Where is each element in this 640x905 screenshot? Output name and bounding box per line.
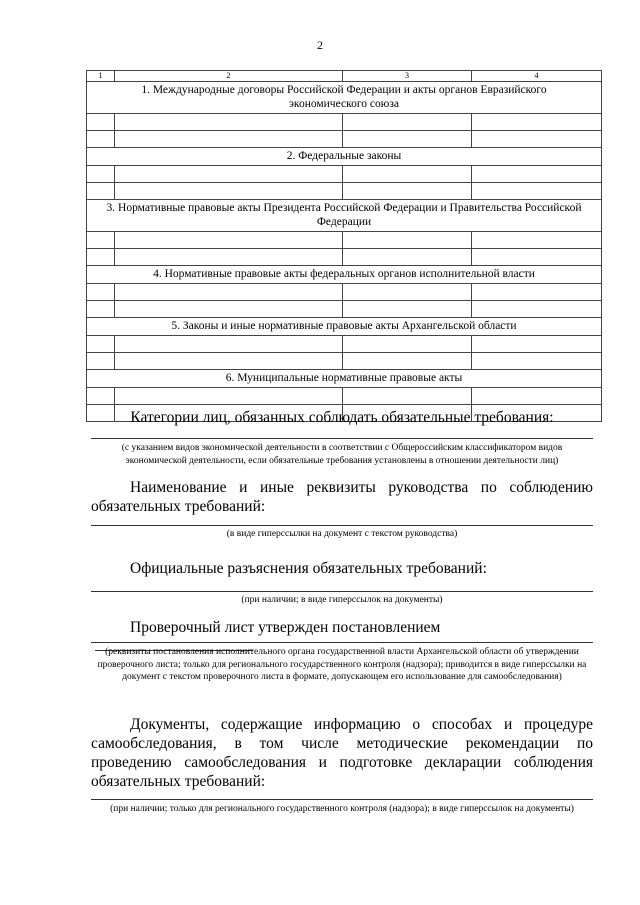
table-cell[interactable] (87, 388, 115, 405)
table-row (87, 336, 602, 353)
table-row (87, 232, 602, 249)
table-cell[interactable] (343, 388, 472, 405)
table-cell[interactable] (115, 166, 343, 183)
table-cell[interactable] (115, 336, 343, 353)
checklist-note: (реквизиты постановления исполнительного органа государственной власти Архангельской области об утверждении проверочного листа; только для регионального государственного контроля (надзора); приводится в виде гиперссылки на документ с текстом проверочного листа в формате, допускающем его использование для самообследования) (97, 647, 587, 682)
table-cell[interactable] (87, 183, 115, 200)
table-cell[interactable] (472, 249, 602, 266)
table-cell[interactable] (115, 114, 343, 131)
section-heading-cell (87, 370, 602, 388)
table-cell[interactable] (87, 301, 115, 318)
guidance-heading: Наименование и иные реквизиты руководства по соблюдению обязательных требований: (91, 479, 593, 515)
section-heading: 1. Международные договоры Российской Федерации и акты органов Евразийского экономического союза (141, 84, 547, 110)
categories-heading: Категории лиц, обязанных соблюдать обязательные требования: (130, 409, 554, 426)
table-cell[interactable] (472, 232, 602, 249)
column-number: 2 (115, 71, 343, 82)
table-cell[interactable] (343, 114, 472, 131)
explanations-fill-line[interactable] (91, 591, 593, 592)
table-row (87, 183, 602, 200)
table-row (87, 249, 602, 266)
table-cell[interactable] (115, 301, 343, 318)
explanations-heading: Официальные разъяснения обязательных требований: (130, 560, 487, 577)
section-heading: 3. Нормативные правовые акты Президента Российской Федерации и Правительства Российской Федерации (106, 202, 582, 228)
table-cell[interactable] (343, 166, 472, 183)
self-check-note: (при наличии; только для регионального государственного контроля (надзора); в виде гиперссылок на документы) (110, 804, 574, 814)
table-cell[interactable] (115, 131, 343, 148)
section-heading-row (87, 266, 602, 284)
table-cell[interactable] (472, 166, 602, 183)
self-check-heading: Документы, содержащие информацию о способах и процедуре самообследования, в том числе методические рекомендации по проведению самообследования и подготовке декларации соблюдения обязательных требований: (91, 716, 593, 790)
table-cell[interactable] (115, 284, 343, 301)
table-cell[interactable] (343, 353, 472, 370)
self-check-fill-line[interactable] (91, 799, 593, 800)
table-cell[interactable] (472, 183, 602, 200)
table-row (87, 284, 602, 301)
section-heading: 2. Федеральные законы (286, 150, 402, 162)
table-cell[interactable] (472, 388, 602, 405)
table-cell[interactable] (115, 183, 343, 200)
table-cell[interactable] (472, 131, 602, 148)
table-cell[interactable] (343, 301, 472, 318)
table-cell[interactable] (472, 353, 602, 370)
page-number: 2 (317, 38, 323, 52)
section-heading-cell (87, 200, 602, 232)
table-cell[interactable] (87, 249, 115, 266)
table-cell[interactable] (87, 284, 115, 301)
table-row (87, 388, 602, 405)
checklist-second-line[interactable] (91, 642, 593, 643)
table-cell[interactable] (343, 232, 472, 249)
guidance-fill-line[interactable] (91, 525, 593, 526)
table-cell[interactable] (343, 183, 472, 200)
table-cell[interactable] (115, 249, 343, 266)
categories-note: (с указанием видов экономической деятельности в соответствии с Общероссийским классификатором видов экономической деятельности, если обязательные требования установлены в отношении деятельности лиц) (121, 443, 563, 466)
section-heading-row (87, 148, 602, 166)
table-cell[interactable] (472, 336, 602, 353)
table-cell[interactable] (87, 114, 115, 131)
section-heading-row (87, 82, 602, 114)
table-cell[interactable] (115, 232, 343, 249)
column-number: 1 (87, 71, 115, 82)
section-heading-cell (87, 148, 602, 166)
table-cell[interactable] (87, 232, 115, 249)
column-number: 4 (472, 71, 602, 82)
table-row (87, 353, 602, 370)
section-heading-cell (87, 318, 602, 336)
regulatory-acts-table (86, 70, 602, 422)
section-heading-row (87, 318, 602, 336)
table-row (87, 166, 602, 183)
table-cell[interactable] (472, 301, 602, 318)
section-heading-row (87, 200, 602, 232)
section-heading: 6. Муниципальные нормативные правовые акты (225, 372, 463, 384)
section-heading-cell (87, 82, 602, 114)
table-cell[interactable] (343, 284, 472, 301)
table-cell[interactable] (87, 336, 115, 353)
table-row (87, 131, 602, 148)
table-cell[interactable] (343, 336, 472, 353)
section-heading: 4. Нормативные правовые акты федеральных органов исполнительной власти (153, 268, 535, 280)
table-cell[interactable] (87, 131, 115, 148)
column-number-row (87, 71, 602, 82)
table-cell[interactable] (115, 353, 343, 370)
categories-fill-line[interactable] (91, 438, 593, 439)
guidance-note: (в виде гиперссылки на документ с текстом руководства) (226, 529, 458, 539)
table-cell[interactable] (343, 249, 472, 266)
checklist-heading: Проверочный лист утвержден постановлением (130, 619, 441, 636)
section-heading-row (87, 370, 602, 388)
section-heading-cell (87, 266, 602, 284)
table-row (87, 301, 602, 318)
table-cell[interactable] (472, 284, 602, 301)
table-cell[interactable] (472, 114, 602, 131)
table-cell[interactable] (87, 353, 115, 370)
column-number: 3 (343, 71, 472, 82)
table-row (87, 114, 602, 131)
table-cell[interactable] (87, 166, 115, 183)
table-cell[interactable] (343, 131, 472, 148)
section-heading: 5. Законы и иные нормативные правовые акты Архангельской области (171, 320, 517, 332)
explanations-note: (при наличии; в виде гиперссылок на документы) (241, 595, 443, 605)
table-cell[interactable] (115, 388, 343, 405)
